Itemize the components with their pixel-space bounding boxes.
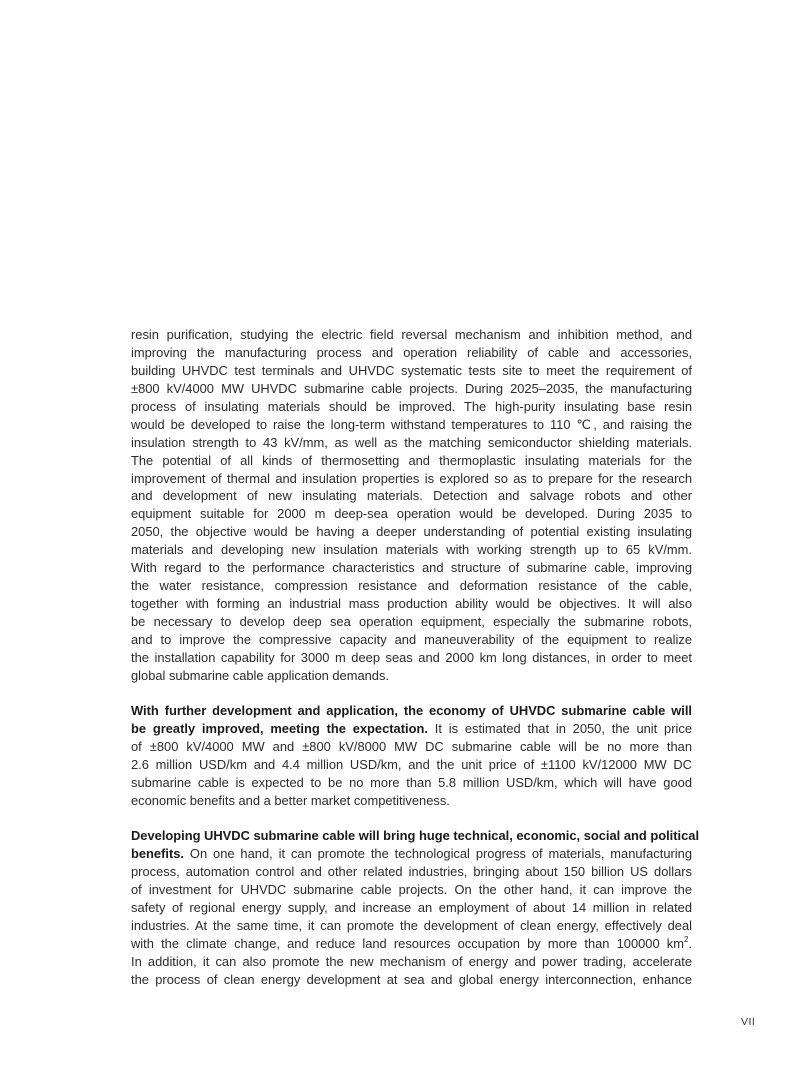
text-span: With regard to the performance characteristics and structure of submarine cable, improving bbox=[131, 560, 692, 576]
paragraph bbox=[131, 827, 700, 988]
text-span: of investment for UHVDC submarine cable projects. On the other hand, it can improve the bbox=[131, 882, 692, 898]
text-span: ±800 kV/4000 MW UHVDC submarine cable projects. During 2025–2035, the manufacturing bbox=[131, 380, 692, 396]
text-line bbox=[131, 631, 692, 649]
text-line bbox=[131, 971, 692, 989]
text-span: improving the manufacturing process and operation reliability of cable and accessories, bbox=[131, 344, 692, 360]
text-line bbox=[131, 845, 692, 863]
text-line bbox=[131, 470, 692, 488]
text-line bbox=[131, 899, 692, 917]
text-line bbox=[131, 416, 692, 434]
text-line bbox=[131, 649, 692, 667]
text-span: It is estimated that in 2050, the unit price bbox=[427, 721, 692, 737]
text-span: safety of regional energy supply, and increase an employment of about 14 million in related bbox=[131, 900, 692, 916]
text-line bbox=[131, 595, 692, 613]
text-line bbox=[131, 505, 692, 523]
text-line bbox=[131, 792, 692, 810]
text-span: On one hand, it can promote the technological progress of materials, manufacturing bbox=[184, 846, 692, 862]
text-span: industries. At the same time, it can promote the development of clean energy, effectively deal bbox=[131, 918, 692, 934]
text-span: global submarine cable application demands. bbox=[131, 667, 389, 683]
text-line bbox=[131, 326, 692, 344]
text-line bbox=[131, 953, 692, 971]
text-line bbox=[131, 362, 692, 380]
text-span: . bbox=[688, 936, 692, 951]
text-span: process of insulating materials should be improved. The high-purity insulating base resin bbox=[131, 398, 692, 414]
bold-lead-text: be greatly improved, meeting the expectation. bbox=[131, 721, 428, 737]
text-span: would be developed to raise the long-term withstand temperatures to 110 ℃, and raising the bbox=[131, 416, 692, 432]
text-span: and development of new insulating materials. Detection and salvage robots and other bbox=[131, 488, 692, 504]
text-line bbox=[131, 380, 692, 398]
text-span: 2050, the objective would be having a deeper understanding of potential existing insulating bbox=[131, 524, 692, 540]
text-line bbox=[131, 863, 692, 881]
superscript: 2 bbox=[683, 935, 689, 944]
text-span: The potential of all kinds of thermosetting and thermoplastic insulating materials for the bbox=[131, 452, 692, 468]
text-span: together with forming an industrial mass production ability would be objectives. It will also bbox=[131, 596, 692, 612]
text-line bbox=[131, 935, 692, 953]
text-line bbox=[131, 523, 692, 541]
text-span: equipment suitable for 2000 m deep-sea operation would be developed. During 2035 to bbox=[131, 506, 692, 522]
text-span: process, automation control and other related industries, bringing about 150 billion US dollars bbox=[131, 864, 692, 880]
text-line bbox=[131, 881, 692, 899]
text-span: of ±800 kV/4000 MW and ±800 kV/8000 MW DC submarine cable will be no more than bbox=[131, 739, 692, 755]
text-span: submarine cable is expected to be no more than 5.8 million USD/km, which will have good bbox=[131, 775, 692, 790]
paragraph bbox=[131, 702, 692, 810]
text-span: improvement of thermal and insulation properties is explored so as to prepare for the research bbox=[131, 470, 692, 486]
bold-lead-text: benefits. bbox=[131, 846, 185, 862]
text-line bbox=[131, 577, 692, 595]
body-text bbox=[131, 326, 700, 1006]
text-line bbox=[131, 917, 692, 935]
text-line bbox=[131, 487, 692, 505]
text-line bbox=[131, 452, 692, 470]
text-line bbox=[131, 398, 692, 416]
text-span: be necessary to develop deep sea operation equipment, especially the submarine robots, bbox=[131, 614, 692, 629]
text-line bbox=[131, 738, 692, 756]
text-line bbox=[131, 702, 692, 720]
page-number: VII bbox=[741, 1016, 756, 1028]
text-span: economic benefits and a better market competitiveness. bbox=[131, 792, 450, 808]
text-line bbox=[131, 774, 692, 792]
text-line bbox=[131, 434, 692, 452]
text-line bbox=[131, 827, 700, 845]
text-span: the water resistance, compression resistance and deformation resistance of the cable, bbox=[131, 578, 692, 594]
text-span: materials and developing new insulation materials with working strength up to 65 kV/mm. bbox=[131, 542, 692, 558]
text-span: the process of clean energy development at sea and global energy interconnection, enhance bbox=[131, 971, 692, 987]
text-span: and to improve the compressive capacity and maneuverability of the equipment to realize bbox=[131, 631, 692, 647]
bold-lead-text: With further development and application, the economy of UHVDC submarine cable will bbox=[131, 703, 692, 719]
text-span: resin purification, studying the electric field reversal mechanism and inhibition method, and bbox=[131, 327, 692, 342]
paragraph bbox=[131, 326, 692, 685]
text-line bbox=[131, 559, 692, 577]
text-line bbox=[131, 541, 692, 559]
text-span: the installation capability for 3000 m deep seas and 2000 km long distances, in order to meet bbox=[131, 649, 692, 665]
text-line bbox=[131, 613, 692, 631]
text-line bbox=[131, 667, 692, 685]
text-span: 2.6 million USD/km and 4.4 million USD/km, and the unit price of ±1100 kV/12000 MW DC bbox=[131, 757, 692, 773]
text-span: In addition, it can also promote the new mechanism of energy and power trading, accelerate bbox=[131, 953, 692, 969]
bold-lead-text: Developing UHVDC submarine cable will bring huge technical, economic, social and political bbox=[131, 828, 700, 844]
text-span: with the climate change, and reduce land resources occupation by more than 100000 km bbox=[131, 936, 684, 951]
text-line bbox=[131, 756, 692, 774]
text-line bbox=[131, 720, 692, 738]
text-span: insulation strength to 43 kV/mm, as well as the matching semiconductor shielding materials. bbox=[131, 434, 692, 450]
text-line bbox=[131, 344, 692, 362]
text-span: building UHVDC test terminals and UHVDC systematic tests site to meet the requirement of bbox=[131, 362, 692, 378]
